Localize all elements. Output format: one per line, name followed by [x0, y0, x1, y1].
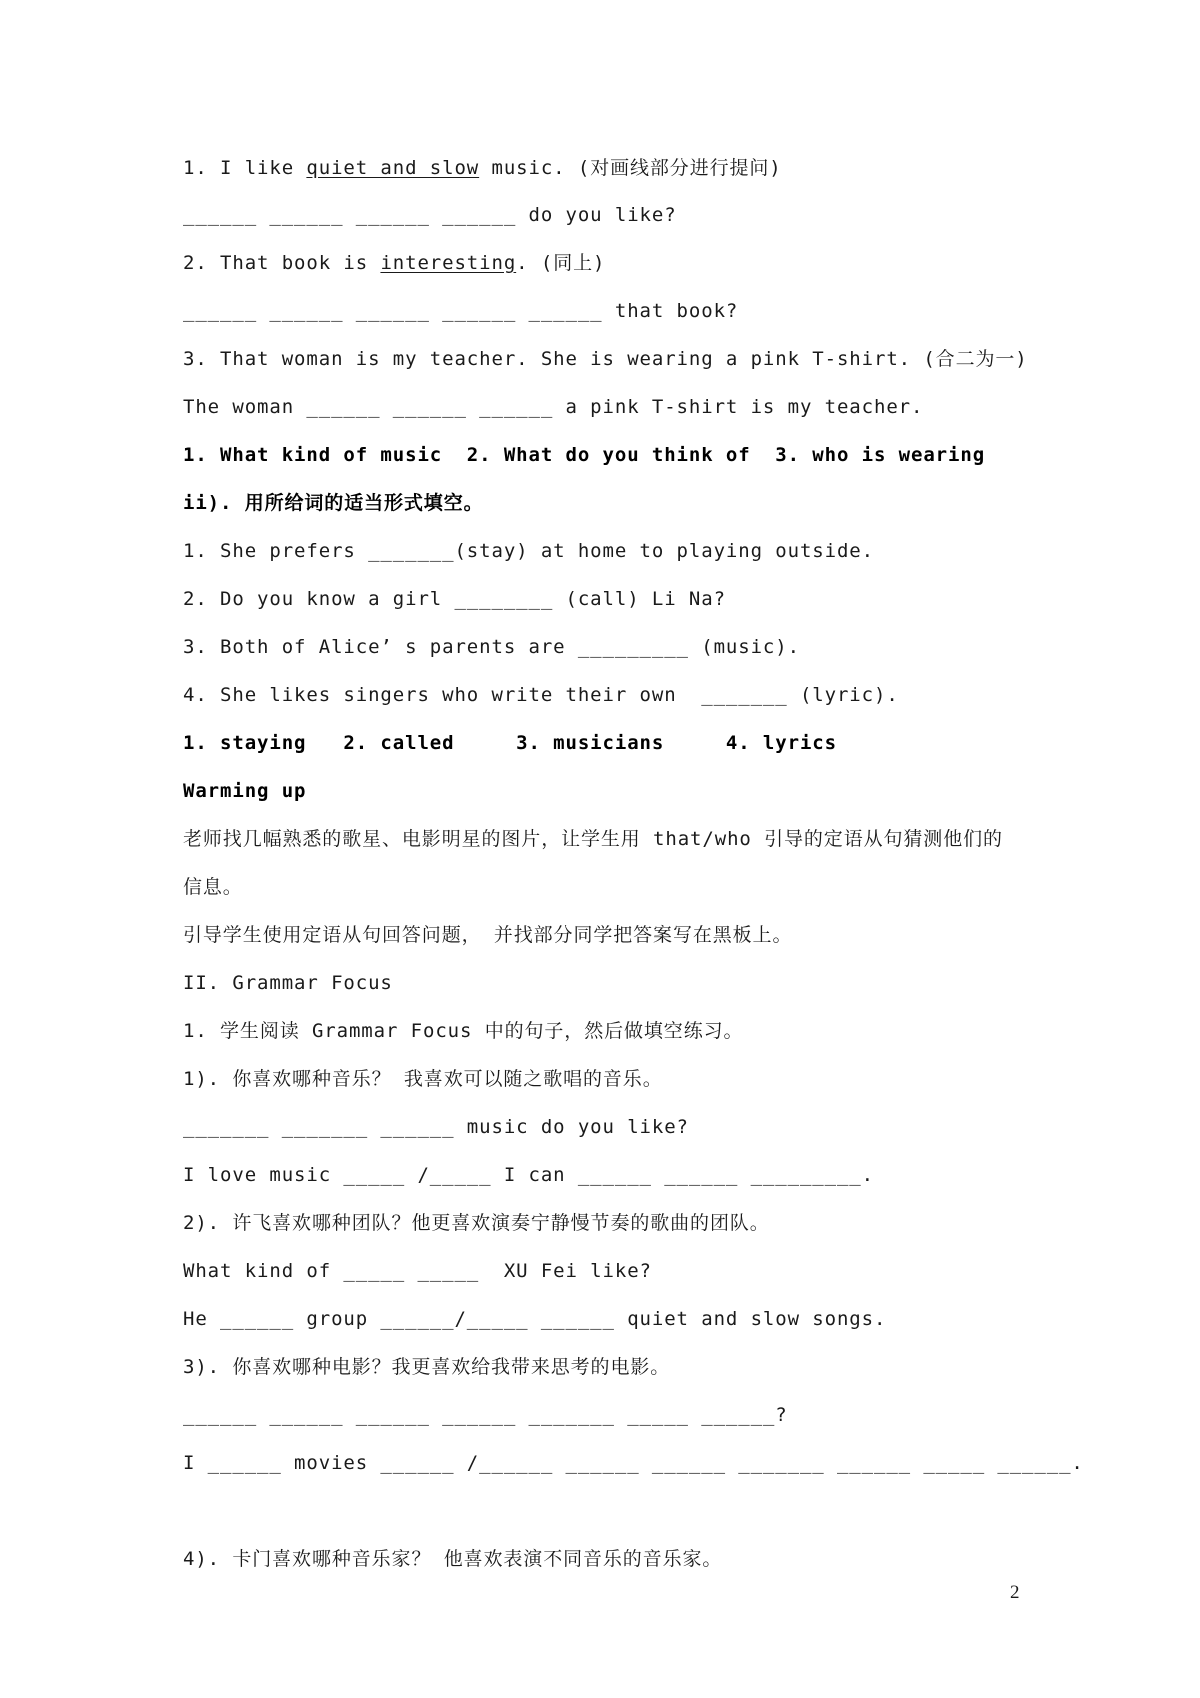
exercise-line-1 [183, 155, 782, 181]
blank-line-2: ______ ______ ______ ______ ______ that book? [183, 300, 739, 322]
translation-item-4: 4). 卡门喜欢哪种音乐家？ 他喜欢表演不同音乐的音乐家。 [183, 1548, 723, 1570]
blank-line: He ______ group ______/_____ ______ quiet and slow songs. [183, 1308, 887, 1330]
page-number: 2 [1010, 1582, 1020, 1603]
instruction-line: 1. 学生阅读 Grammar Focus 中的句子，然后做填空练习。 [183, 1020, 744, 1042]
line-text: music. (对画线部分进行提问) [479, 157, 782, 179]
blank-line-1: ______ ______ ______ ______ do you like? [183, 204, 677, 226]
section-heading-grammar-focus: II. Grammar Focus [183, 972, 393, 994]
answer-key-2: 1. staying 2. called 3. musicians 4. lyrics [183, 732, 837, 754]
underlined-phrase: quiet and slow [306, 157, 480, 179]
blank-line: I love music _____ /_____ I can ______ ______ _________. [183, 1164, 874, 1186]
answer-key-1: 1. What kind of music 2. What do you think of 3. who is wearing [183, 444, 986, 466]
translation-item-2: 2). 许飞喜欢哪种团队？他更喜欢演奏宁静慢节奏的歌曲的团队。 [183, 1212, 770, 1234]
line-text: . (同上) [516, 252, 606, 274]
blank-line: I ______ movies ______ /______ ______ ______ _______ ______ _____ ______. [183, 1452, 1084, 1474]
fill-item-1: 1. She prefers _______(stay) at home to playing outside. [183, 540, 874, 562]
line-text: 1. I like [183, 157, 307, 179]
section-heading-warming-up: Warming up [183, 780, 307, 802]
underlined-phrase: interesting [380, 252, 517, 274]
paragraph-line: 引导学生使用定语从句回答问题， 并找部分同学把答案写在黑板上。 [183, 924, 793, 946]
blank-line-3: The woman ______ ______ ______ a pink T-shirt is my teacher. [183, 396, 924, 418]
exercise-line-3: 3. That woman is my teacher. She is wearing a pink T-shirt. (合二为一) [183, 348, 1028, 370]
section-heading-ii: ii). 用所给词的适当形式填空。 [183, 492, 484, 514]
blank-line: ______ ______ ______ ______ _______ _____ ______? [183, 1404, 788, 1426]
blank-line: What kind of _____ _____ XU Fei like? [183, 1260, 652, 1282]
translation-item-3: 3). 你喜欢哪种电影？我更喜欢给我带来思考的电影。 [183, 1356, 671, 1378]
blank-line: _______ _______ ______ music do you like? [183, 1116, 689, 1138]
fill-item-2: 2. Do you know a girl ________ (call) Li Na? [183, 588, 726, 610]
paragraph-line: 信息。 [183, 876, 243, 898]
fill-item-3: 3. Both of Alice’ s parents are _________ (music). [183, 636, 800, 658]
line-text: 2. That book is [183, 252, 381, 274]
paragraph-line: 老师找几幅熟悉的歌星、电影明星的图片，让学生用 that/who 引导的定语从句猜测他们的 [183, 828, 1003, 850]
translation-item-1: 1). 你喜欢哪种音乐？ 我喜欢可以随之歌唱的音乐。 [183, 1068, 663, 1090]
exercise-line-2 [183, 250, 605, 276]
fill-item-4: 4. She likes singers who write their own _______ (lyric). [183, 684, 899, 706]
